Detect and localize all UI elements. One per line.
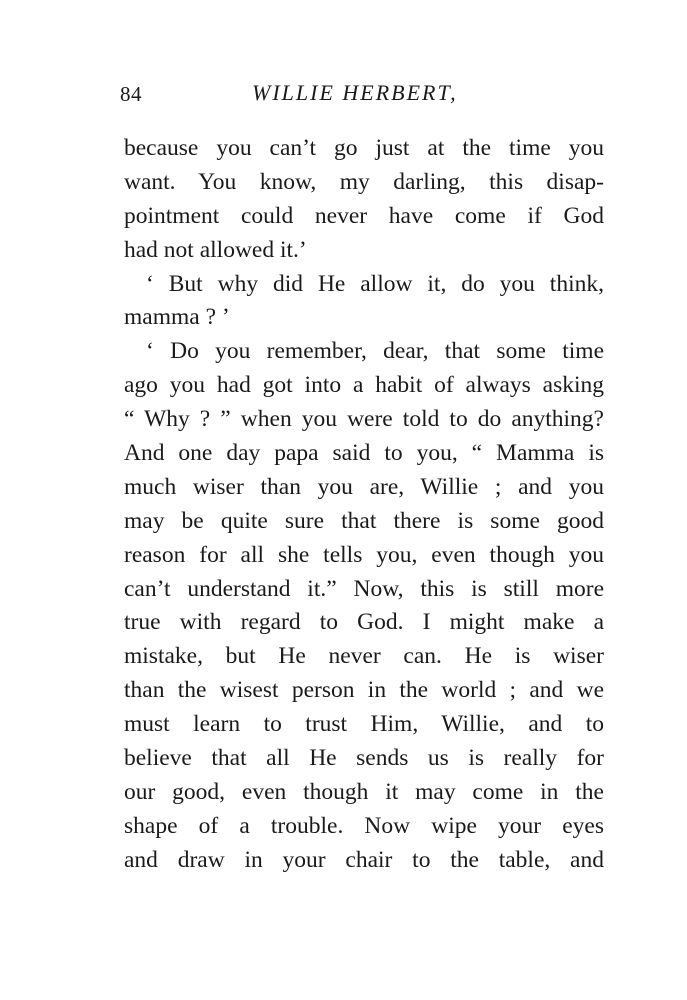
- text-line: ago you had got into a habit of always asking: [124, 372, 604, 399]
- text-line: and draw in your chair to the table, and: [124, 846, 604, 873]
- text-line: because you can’t go just at the time you: [124, 135, 604, 161]
- text-line: much wiser than you are, Willie ; and you: [124, 473, 604, 500]
- page-number: 84: [120, 82, 142, 106]
- text-line: mistake, but He never can. He is wiser: [124, 643, 604, 670]
- text-line: pointment could never have come if God: [124, 202, 604, 229]
- text-line: must learn to trust Him, Willie, and to: [124, 711, 604, 738]
- text-line: had not allowed it.’: [124, 236, 307, 263]
- text-line: can’t understand it.” Now, this is still more: [124, 575, 604, 602]
- text-line: ‘ But why did He allow it, do you think,: [146, 270, 604, 297]
- text-line: true with regard to God. I might make a: [124, 609, 604, 636]
- running-title: WILLIE HERBERT,: [252, 80, 458, 105]
- text-line: And one day papa said to you, “ Mamma is: [124, 440, 604, 467]
- text-line: shape of a trouble. Now wipe your eyes: [124, 812, 604, 839]
- body-text: [124, 132, 604, 878]
- text-line: than the wisest person in the world ; and we: [124, 677, 604, 704]
- text-line: may be quite sure that there is some good: [124, 507, 604, 534]
- text-line: ‘ Do you remember, dear, that some time: [146, 338, 604, 365]
- text-line: believe that all He sends us is really for: [124, 745, 604, 772]
- text-line: want. You know, my darling, this disap-: [124, 168, 604, 195]
- text-line: our good, even though it may come in the: [124, 778, 604, 805]
- page-header: [120, 80, 605, 114]
- text-line: mamma ? ’: [124, 304, 230, 331]
- text-line: “ Why ? ” when you were told to do anything?: [124, 406, 604, 433]
- text-line: reason for all she tells you, even though you: [124, 541, 604, 568]
